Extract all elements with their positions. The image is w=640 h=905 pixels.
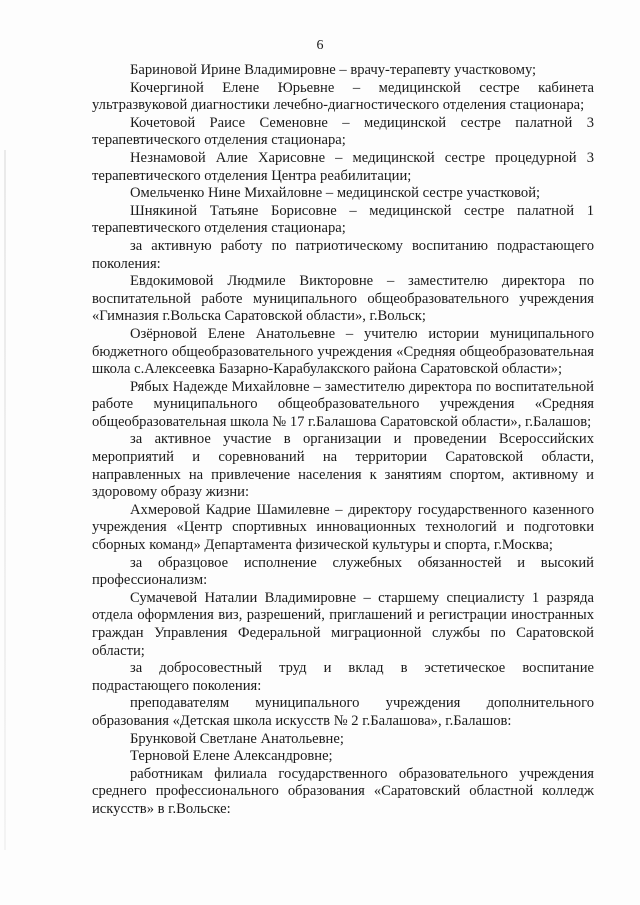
paragraph: Ахмеровой Кадрие Шамилевне – директору государственного казенного учреждения «Центр спортивных инновационных технологий и подготовки сборных команд» Департамента физической культуры и спорта, г.Москва; <box>92 501 594 554</box>
paragraph: Озёрновой Елене Анатольевне – учителю истории муниципального бюджетного общеобразовательного учреждения «Средняя общеобразовательная школа с.Алексеевка Базарно-Карабулакского района Саратовской области»; <box>92 325 594 378</box>
section-heading: за образцовое исполнение служебных обязанностей и высокий профессионализм: <box>92 554 594 589</box>
paragraph: преподавателям муниципального учреждения дополнительного образования «Детская школа искусств № 2 г.Балашова», г.Балашов: <box>92 695 594 729</box>
paragraph: Шнякиной Татьяне Борисовне – медицинской сестре палатной 1 терапевтического отделения стационара; <box>92 202 594 237</box>
paragraph: Терновой Елене Александровне; <box>130 748 333 765</box>
page-number: 6 <box>316 38 324 53</box>
paragraph: Кочетовой Раисе Семеновне – медицинской сестре палатной 3 терапевтического отделения стационара; <box>92 114 594 149</box>
paragraph: Рябых Надежде Михайловне – заместителю директора по воспитательной работе муниципального общеобразовательного учреждения «Средняя общеобразовательная школа № 17 г.Балашова Саратовской области», г.Балашов; <box>92 378 594 430</box>
paragraph: Брунковой Светлане Анатольевне; <box>130 730 344 747</box>
scan-edge-shadow <box>4 150 6 850</box>
section-heading: за активное участие в организации и проведении Всероссийских мероприятий и соревнований на территории Саратовской области, направленных на привлечение населения к занятиям спортом, активному и здоровому образу жизни: <box>92 431 594 501</box>
paragraph: Незнамовой Алие Харисовне – медицинской сестре процедурной 3 терапевтического отделения Центра реабилитации; <box>92 149 594 184</box>
paragraph: Евдокимовой Людмиле Викторовне – заместителю директора по воспитательной работе муниципального общеобразовательного учреждения «Гимназия г.Вольска Саратовской области», г.Вольск; <box>92 273 594 325</box>
paragraph: работникам филиала государственного образовательного учреждения среднего профессионального образования «Саратовский областной колледж искусств» в г.Вольске: <box>92 765 594 817</box>
paragraph: Кочергиной Елене Юрьевне – медицинской сестре кабинета ультразвуковой диагностики лечебно-диагностического отделения стационара; <box>92 79 594 114</box>
paragraph: Омельченко Нине Михайловне – медицинской сестре участковой; <box>130 185 541 202</box>
document-body <box>92 62 594 819</box>
section-heading: за активную работу по патриотическому воспитанию подрастающего поколения: <box>92 237 594 272</box>
section-heading: за добросовестный труд и вклад в эстетическое воспитание подрастающего поколения: <box>92 660 594 694</box>
paragraph: Бариновой Ирине Владимировне – врачу-терапевту участковому; <box>130 62 537 78</box>
paragraph: Сумачевой Наталии Владимировне – старшему специалисту 1 разряда отдела оформления виз, разрешений, приглашений и регистрации иностранных граждан Управления Федеральной миграционной службы по Саратовской области; <box>92 589 594 659</box>
